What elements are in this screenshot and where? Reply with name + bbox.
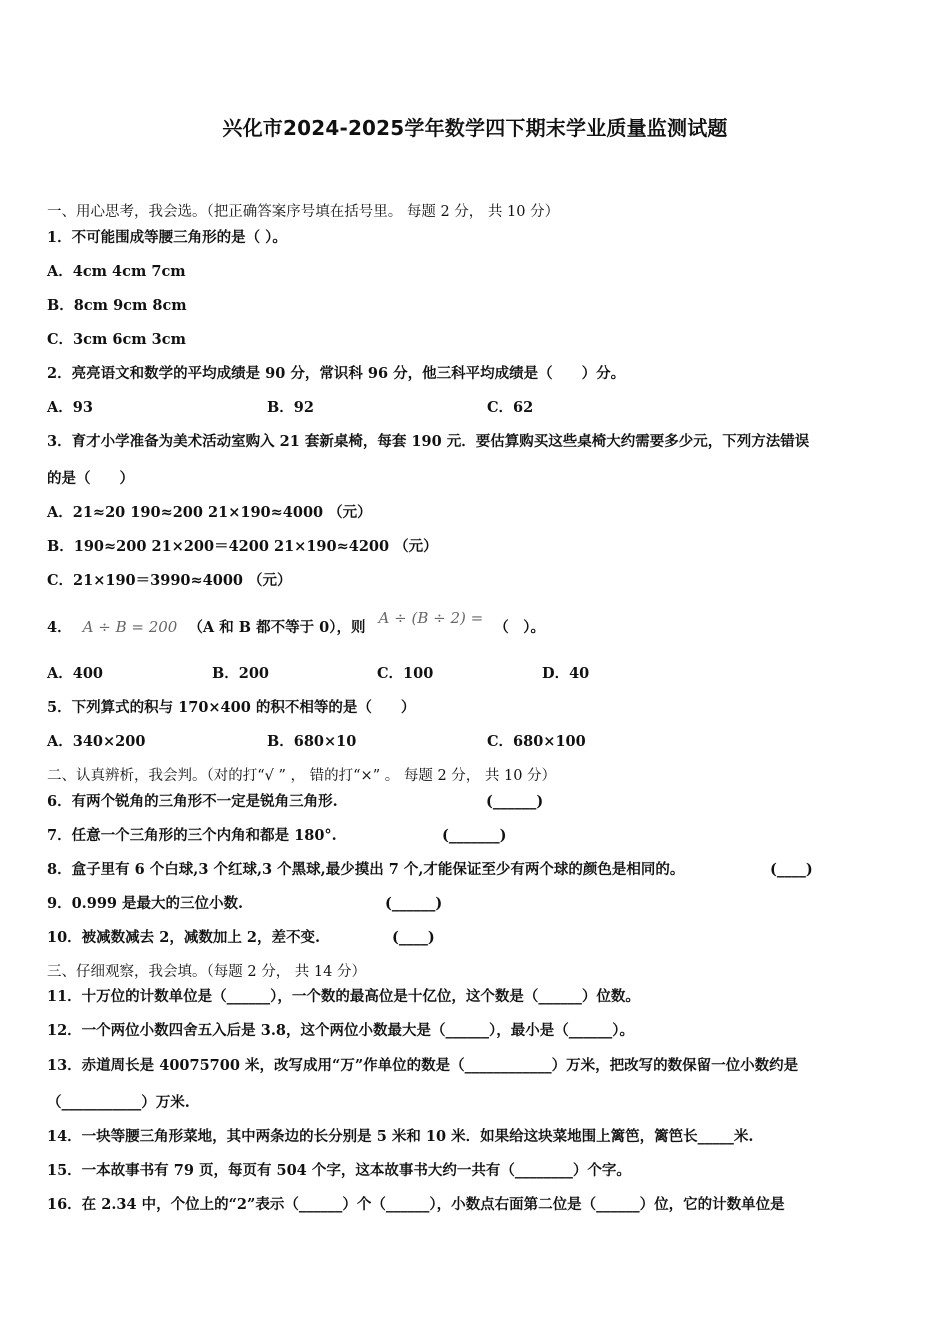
page-title: 兴化市2024-2025学年数学四下期末学业质量监测试题	[222, 116, 728, 140]
q3-option-b: B．190≈200 21×200＝4200 21×190≈4200 （元）	[47, 538, 438, 555]
q6-blank: (______)	[486, 793, 544, 810]
q9-blank: (______)	[385, 895, 443, 912]
q2-option-a: A．93	[47, 399, 93, 416]
q4-option-a: A．400	[47, 665, 104, 682]
q4-stem	[47, 609, 545, 638]
q7-stem: 7．任意一个三角形的三个内角和都是 180°.	[47, 827, 337, 844]
q10-stem: 10．被减数减去 2，减数加上 2，差不变.	[47, 929, 320, 946]
q5-option-b: B．680×10	[267, 733, 357, 750]
q4-expression-2: A ÷ (B ÷ 2) =	[378, 609, 484, 627]
q4-option-b: B．200	[212, 665, 270, 682]
q16-stem: 16．在 2.34 中，个位上的“2”表示（______）个（______），小数点右面第二位是（______）位，它的计数单位是	[47, 1196, 785, 1213]
q8-blank: (____)	[770, 861, 813, 878]
q4-option-c: C．100	[377, 665, 434, 682]
q3-option-c: C．21×190＝3990≈4000 （元）	[47, 572, 292, 589]
q12-stem: 12．一个两位小数四舍五入后是 3.8，这个两位小数最大是（______），最小是（______）。	[47, 1022, 634, 1039]
q2-option-b: B．92	[267, 399, 314, 416]
q9-stem: 9．0.999 是最大的三位小数.	[47, 895, 244, 912]
q10-blank: (____)	[392, 929, 435, 946]
section2-heading: 二、认真辨析，我会判。（对的打“√ ” ， 错的打“×” 。 每题 2 分， 共 10 分）	[47, 768, 557, 784]
q1-option-b: B．8cm 9cm 8cm	[47, 297, 187, 314]
q4-option-d: D．40	[542, 665, 590, 682]
q7-blank: (_______)	[442, 827, 507, 844]
q2-stem: 2．亮亮语文和数学的平均成绩是 90 分，常识科 96 分，他三科平均成绩是（ ）分。	[47, 365, 626, 382]
q8-stem: 8．盒子里有 6 个白球,3 个红球,3 个黑球,最少摸出 7 个,才能保证至少有两个球的颜色是相同的。	[47, 861, 685, 878]
q4-expression-1: A ÷ B = 200	[82, 618, 178, 636]
q3-stem-line2: 的是（ ）	[47, 470, 134, 487]
q5-option-c: C．680×100	[487, 733, 586, 750]
q2-option-c: C．62	[487, 399, 534, 416]
q1-stem: 1．不可能围成等腰三角形的是（ ）。	[47, 229, 287, 246]
section1-heading: 一、用心思考，我会选。（把正确答案序号填在括号里。 每题 2 分， 共 10 分）	[47, 204, 560, 220]
q11-stem: 11．十万位的计数单位是（______），一个数的最高位是十亿位，这个数是（______）位数。	[47, 988, 640, 1005]
q4-number: 4．	[47, 619, 72, 636]
q5-option-a: A．340×200	[47, 733, 146, 750]
q6-stem: 6．有两个锐角的三角形不一定是锐角三角形.	[47, 793, 338, 810]
q14-stem: 14．一块等腰三角形菜地，其中两条边的长分别是 5 米和 10 米．如果给这块菜地围上篱笆，篱笆长_____米.	[47, 1128, 754, 1145]
q5-stem: 5．下列算式的积与 170×400 的积不相等的是（ ）	[47, 699, 416, 716]
q3-option-a: A．21≈20 190≈200 21×190≈4000 （元）	[47, 504, 372, 521]
q13-stem-line1: 13．赤道周长是 40075700 米，改写成用“万”作单位的数是（____________）万米，把改写的数保留一位小数约是	[47, 1057, 799, 1074]
q4-condition: （A 和 B 都不等于 0），则	[188, 619, 366, 636]
q3-stem-line1: 3．育才小学准备为美术活动室购入 21 套新桌椅，每套 190 元．要估算购买这些桌椅大约需要多少元，下列方法错误	[47, 433, 810, 450]
q1-option-a: A．4cm 4cm 7cm	[47, 263, 186, 280]
q15-stem: 15．一本故事书有 79 页，每页有 504 个字，这本故事书大约一共有（________）个字。	[47, 1162, 631, 1179]
q1-option-c: C．3cm 6cm 3cm	[47, 331, 186, 348]
q4-blank: （ ）。	[494, 619, 545, 636]
section3-heading: 三、仔细观察，我会填。（每题 2 分， 共 14 分）	[47, 964, 366, 980]
q13-stem-line2: （___________）万米.	[47, 1094, 190, 1111]
